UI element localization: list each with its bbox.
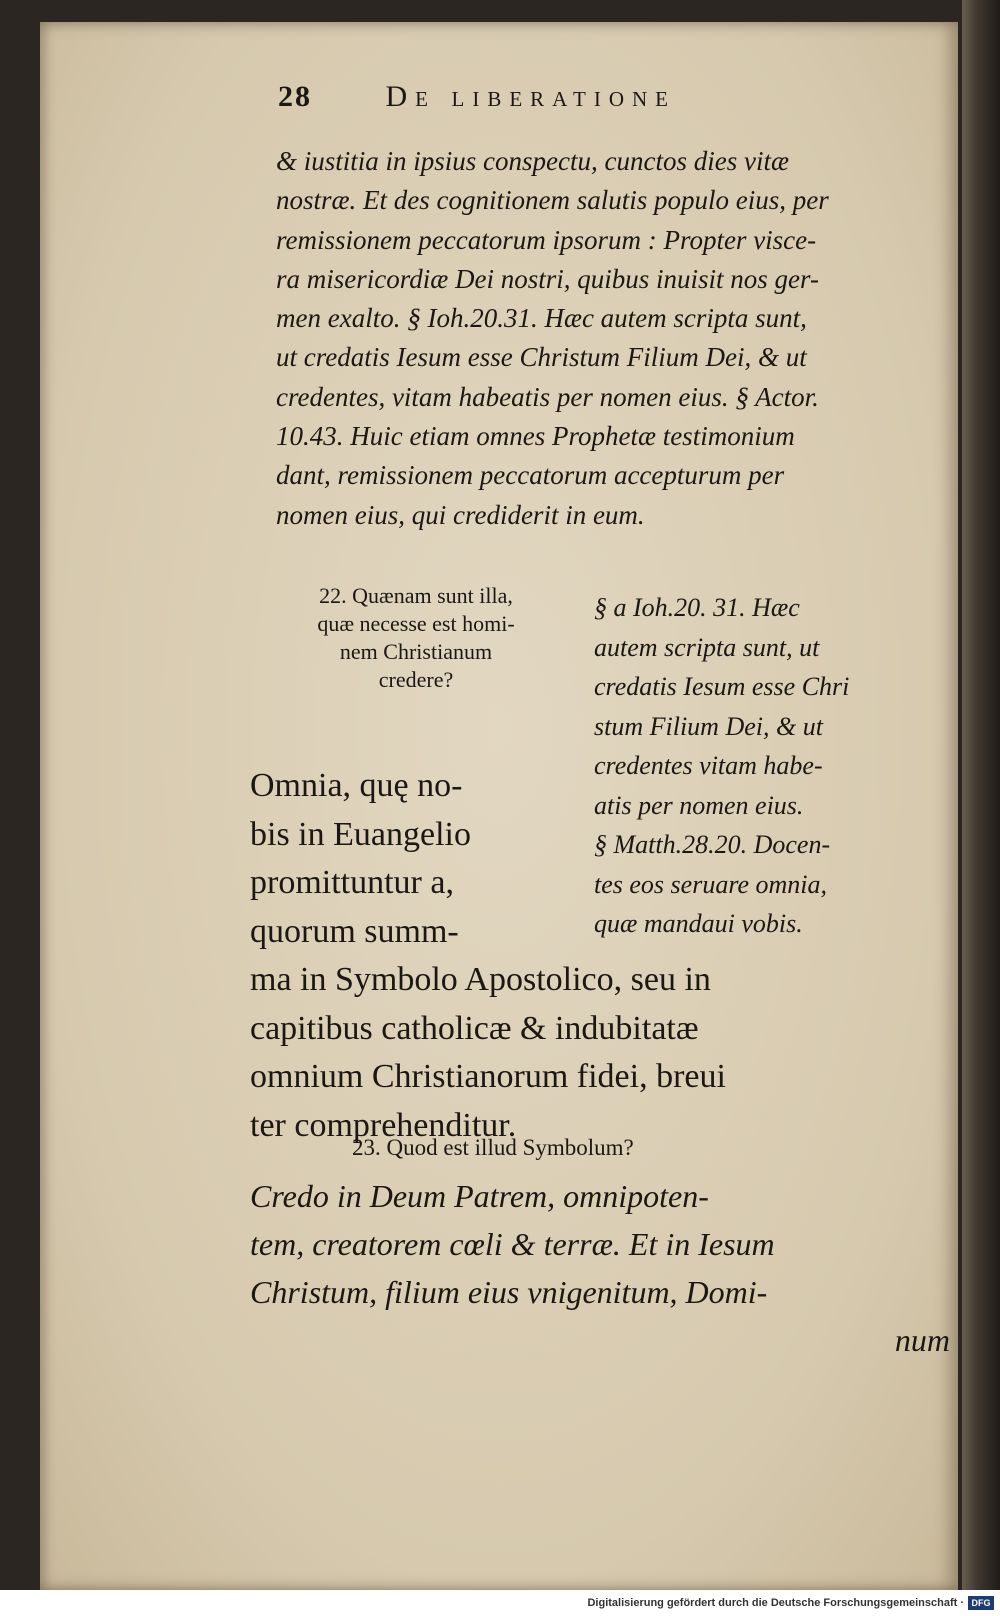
question-line: quæ necesse est homi- (317, 611, 515, 636)
catchword: num (894, 1322, 950, 1358)
digitization-footer (0, 1590, 1000, 1616)
note-line: tes eos seruare omnia, (594, 869, 828, 899)
question-line: 22. Quænam sunt illa, (319, 583, 513, 608)
answer-line: capitibus catholicæ & indubitatæ (250, 1009, 699, 1047)
answer-line: ter comprehenditur. (250, 1106, 517, 1144)
quote-line: 10.43. Huic etiam omnes Prophetæ testimonium (276, 421, 795, 452)
question-22 (266, 582, 566, 694)
note-line: § a Ioh.20. 31. Hæc (594, 593, 800, 622)
note-line: credentes vitam habe- (594, 751, 823, 780)
funding-credit: Digitalisierung gefördert durch die Deutsche Forschungsgemeinschaft · (587, 1597, 964, 1609)
quote-line: credentes, vitam habeatis per nomen eius. § Actor. (276, 381, 819, 412)
note-line: credatis Iesum esse Chri (594, 672, 850, 701)
note-line: quæ mandaui vobis. (594, 909, 803, 938)
dfg-logo: DFG (968, 1596, 994, 1610)
running-title: De liberatione (385, 80, 676, 113)
top-quote-block (276, 142, 946, 535)
creed-text (250, 1172, 950, 1364)
book-page (40, 22, 958, 1590)
answer-line: bis in Euangelio (250, 815, 471, 853)
answer-22 (250, 762, 970, 1150)
quote-line: & iustitia in ipsius conspectu, cunctos dies vitæ (276, 146, 789, 176)
question-line: credere? (378, 667, 454, 692)
creed-line: tem, creatorem cœli & terræ. Et in Iesum (250, 1226, 775, 1262)
answer-line: promittuntur a, (250, 864, 454, 901)
note-line: atis per nomen eius. (594, 790, 804, 820)
creed-line: Christum, filium eius vnigenitum, Domi- (250, 1274, 768, 1310)
answer-line: ma in Symbolo Apostolico, seu in (250, 961, 711, 998)
note-line: autem scripta sunt, ut (594, 632, 820, 662)
note-line: stum Filium Dei, & ut (594, 711, 823, 741)
quote-line: men exalto. § Ioh.20.31. Hæc autem scripta sunt, (276, 303, 807, 334)
note-line: § Matth.28.20. Docen- (594, 830, 831, 859)
page-number: 28 (278, 80, 312, 113)
quote-line: nostræ. Et des cognitionem salutis populo eius, per (276, 185, 829, 216)
quote-line: dant, remissionem peccatorum accepturum per (276, 460, 785, 491)
question-line: nem Christianum (339, 639, 493, 664)
answer-line: omnium Christianorum fidei, breui (250, 1058, 726, 1095)
creed-line: Credo in Deum Patrem, omnipoten- (250, 1178, 709, 1214)
running-header (278, 80, 858, 114)
answer-line: quorum summ- (250, 912, 459, 950)
answer-line: Omnia, quę no- (250, 767, 463, 804)
quote-line: remissionem peccatorum ipsorum : Propter visce- (276, 224, 817, 255)
quote-line: nomen eius, qui crediderit in eum. (276, 499, 645, 530)
question-23: 23. Quod est illud Symbolum? (352, 1135, 634, 1160)
quote-line: ra misericordiæ Dei nostri, quibus inuisit nos ger- (276, 263, 819, 294)
quote-line: ut credatis Iesum esse Christum Filium Dei, & ut (276, 342, 807, 373)
